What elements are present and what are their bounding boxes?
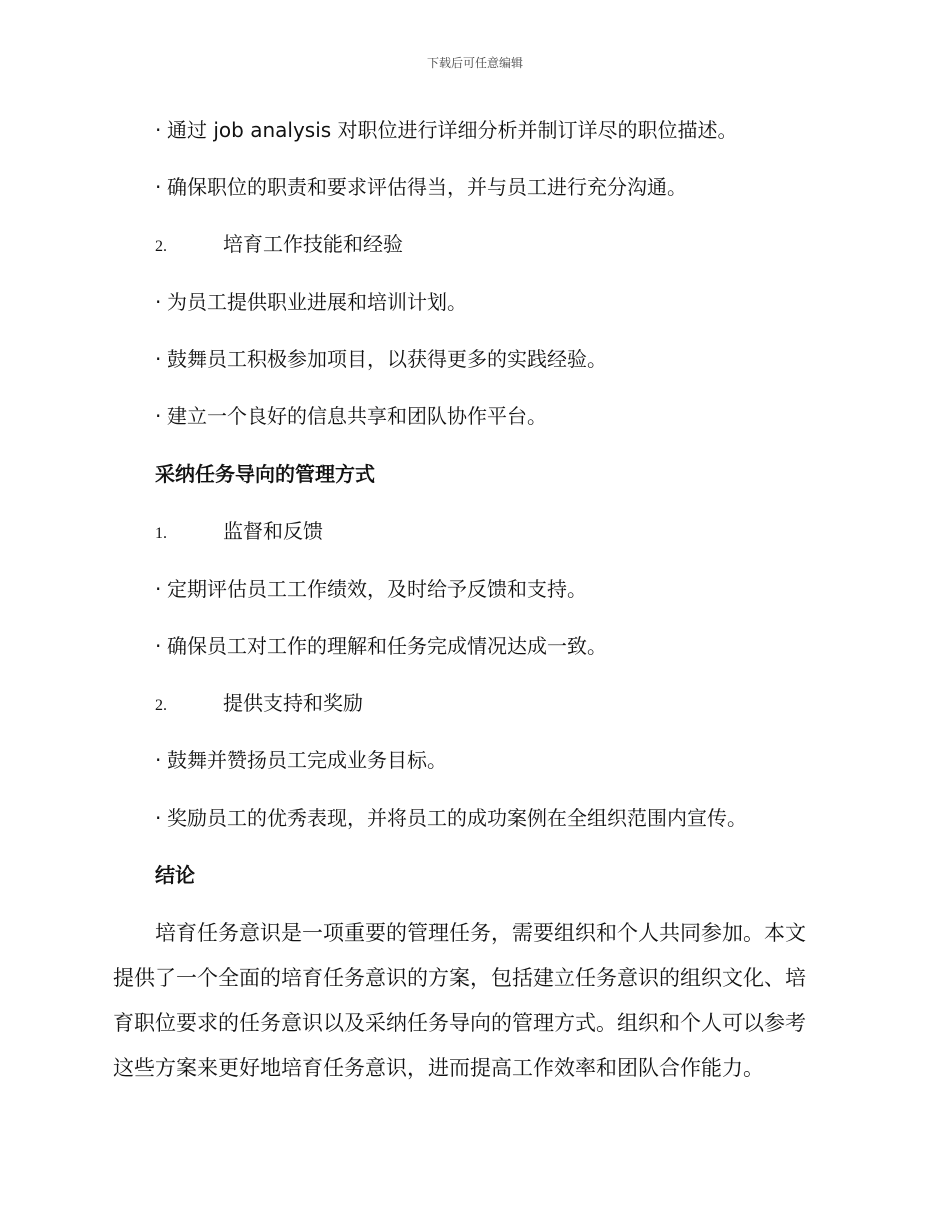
bullet-marker: · [155, 347, 162, 371]
bullet-text: 鼓舞并赞扬员工完成业务目标。 [167, 748, 447, 772]
bullet-text: 奖励员工的优秀表现，并将员工的成功案例在全组织范围内宣传。 [167, 806, 747, 830]
bullet-text: 为员工提供职业进展和培训计划。 [167, 290, 467, 314]
paragraph-line: 这些方案来更好地培育任务意识，进而提高工作效率和团队合作能力。 [113, 1056, 764, 1080]
numbered-text: 培育工作技能和经验 [223, 232, 403, 256]
bullet-item [155, 804, 747, 832]
numbered-item [155, 517, 323, 548]
bullet-item [155, 402, 547, 430]
bullet-text: 定期评估员工工作绩效，及时给予反馈和支持。 [167, 577, 587, 601]
bullet-text: 通过 job analysis 对职位进行详细分析并制订详尽的职位描述。 [167, 118, 738, 142]
bullet-text: 建立一个良好的信息共享和团队协作平台。 [167, 404, 547, 428]
section-heading: 结论 [155, 863, 195, 887]
list-number: 2. [155, 697, 167, 714]
bullet-marker: · [155, 634, 162, 658]
bullet-text: 鼓舞员工积极参加项目，以获得更多的实践经验。 [167, 347, 607, 371]
bullet-item [155, 116, 738, 144]
bullet-text: 确保员工对工作的理解和任务完成情况达成一致。 [167, 634, 607, 658]
paragraph-line: 育职位要求的任务意识以及采纳任务导向的管理方式。组织和个人可以参考 [113, 1011, 806, 1035]
bullet-item [155, 288, 467, 316]
list-number: 2. [155, 238, 167, 255]
bullet-marker: · [155, 290, 162, 314]
section-heading: 采纳任务导向的管理方式 [155, 462, 375, 486]
paragraph-line: 提供了一个全面的培育任务意识的方案，包括建立任务意识的组织文化、培 [113, 966, 806, 990]
bullet-marker: · [155, 577, 162, 601]
numbered-text: 监督和反馈 [223, 519, 323, 543]
bullet-item [155, 746, 447, 774]
bullet-marker: · [155, 118, 162, 142]
numbered-item [155, 689, 363, 720]
numbered-item [155, 230, 403, 261]
numbered-text: 提供支持和奖励 [223, 691, 363, 715]
bullet-item [155, 632, 607, 660]
page-header: 下载后可任意编辑 [426, 56, 523, 70]
bullet-marker: · [155, 806, 162, 830]
bullet-text: 确保职位的职责和要求评估得当，并与员工进行充分沟通。 [167, 175, 687, 199]
bullet-item [155, 345, 607, 373]
conclusion-paragraph [113, 911, 843, 1091]
paragraph-line: 培育任务意识是一项重要的管理任务，需要组织和个人共同参加。本文 [155, 921, 806, 945]
bullet-item [155, 575, 587, 603]
list-number: 1. [155, 525, 167, 542]
bullet-item [155, 173, 687, 201]
bullet-marker: · [155, 404, 162, 428]
bullet-marker: · [155, 748, 162, 772]
bullet-marker: · [155, 175, 162, 199]
